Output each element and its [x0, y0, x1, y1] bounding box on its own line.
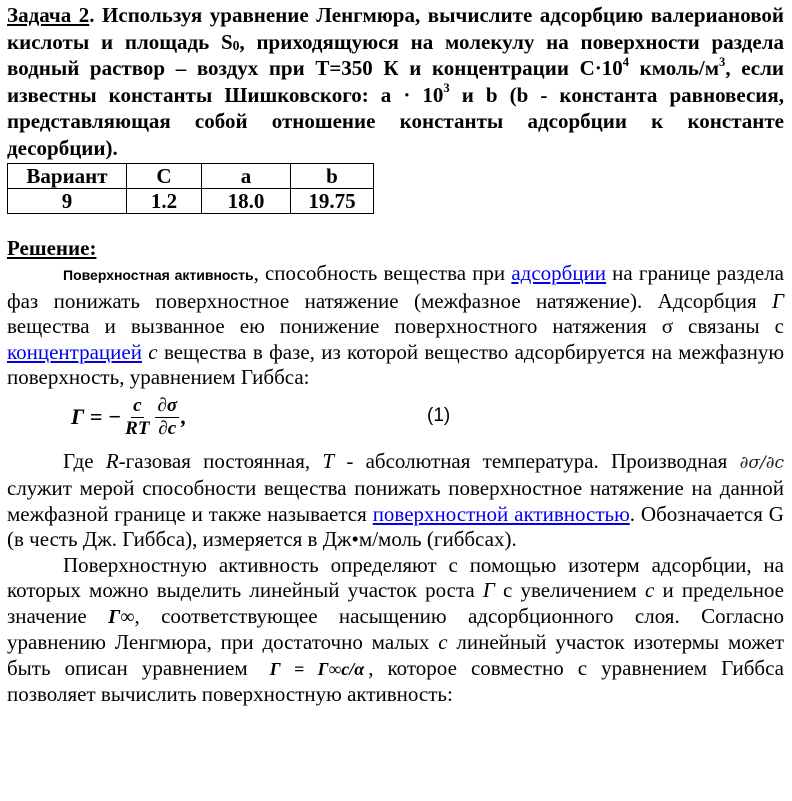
task-statement: Задача 2. Используя уравнение Ленгмюра, вычислите адсорбцию валериановой кислоты и площадь $S_0$, приходящуюся на молекулу на поверхности раздела водный раствор – воздух при Т=350 К и концентрации $С\cdot 10^4$ кмоль/$м^3$, если известны константы Шишковского: $а \cdot 10^3$ и b (b - константа равновесия, представляющая собой отношение константы адсорбции к константе десорбции). [7, 3, 785, 160]
header-c: C [127, 164, 202, 189]
gibbs-equation [7, 393, 784, 449]
link-surface-activity[interactable]: поверхностной активностью [372, 501, 630, 526]
term-surface-activity: Поверхностная активность [63, 267, 254, 283]
derivative-image: ∂σ/∂c [739, 452, 785, 473]
langmuir-linear-formula: Г = Г∞c/α [269, 658, 365, 679]
gibbs-formula: Г = − $\frac{c}{RT}$ $\frac{\partial\sigma}{\partial c}$ , [71, 394, 187, 439]
formula-lhs: Г = − [71, 404, 122, 429]
table-header-row [8, 164, 374, 189]
gamma-infinity: Г∞ [108, 605, 135, 628]
link-concentration[interactable]: концентрацией [7, 339, 142, 364]
header-variant: Вариант [8, 164, 127, 189]
equation-number: (1) [427, 404, 451, 426]
fraction-dsigma-dc: $\frac{\partial\sigma}{\partial c}$ [157, 394, 178, 439]
cell-a: 18.0 [202, 189, 291, 214]
variant-table [7, 163, 374, 214]
task-label: Задача 2 [7, 3, 90, 27]
paragraph-derivative: Где R-газовая постоянная, T - абсолютная температура. Производная ∂σ/∂c служит мерой способности вещества понижать поверхностное натяжение на данной межфазной границе и также называется поверхностной активностью. Обозначается G (в честь Дж. Гиббса), измеряется в Дж•м/моль (гиббсах). [7, 448, 785, 551]
solution-heading: Решение: [7, 236, 97, 260]
link-adsorption[interactable]: адсорбции [511, 261, 607, 285]
cell-c: 1.2 [127, 189, 202, 214]
paragraph-langmuir: Поверхностную активность определяют с помощью изотерм адсорбции, на которых можно выделить линейный участок роста Г с увеличением c и предельное значение Г∞, соответствующее насыщению адсорбционного слоя. Согласно уравнению Ленгмюра, при достаточно малых c линейный участок изотермы может быть описан уравнением Г = Г∞c/α , которое совместно с уравнением Гиббса позволяет вычислить поверхностную активность: [7, 552, 785, 706]
header-b: b [291, 164, 374, 189]
cell-b: 19.75 [291, 189, 374, 214]
paragraph-surface-activity: Поверхностная активность, способность вещества при адсорбции на границе раздела фаз понижать поверхностное натяжение (межфазное натяжение). Адсорбция Г вещества и вызванное ею понижение поверхностного натяжения σ связаны с концентрацией c вещества в фазе, из которой вещество адсорбируется на межфазную поверхность, уравнением Гиббса: [7, 261, 785, 389]
fraction-c-over-rt: $\frac{c}{RT}$ [125, 394, 150, 439]
cell-variant: 9 [8, 189, 127, 214]
header-a: a [202, 164, 291, 189]
table-row [8, 189, 374, 214]
